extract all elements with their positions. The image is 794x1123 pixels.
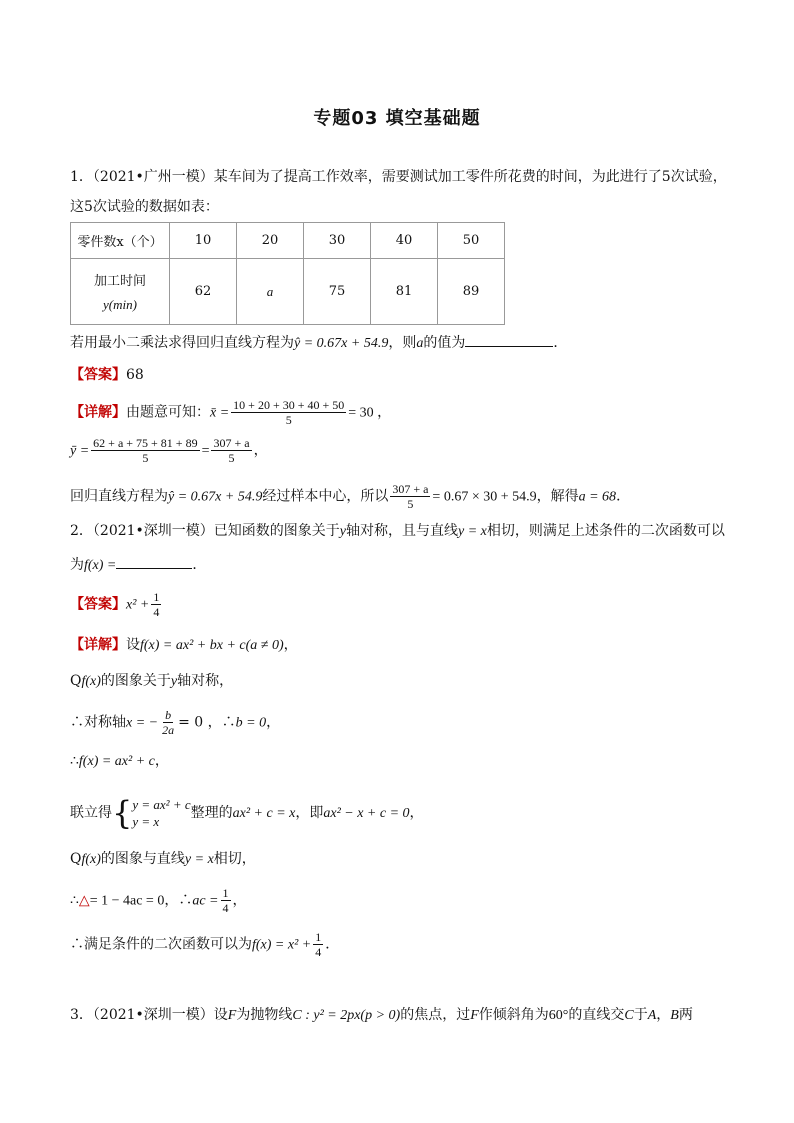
variable-a: a [416, 336, 424, 351]
text: ，即 [295, 805, 324, 821]
table-row [71, 223, 505, 259]
fraction [390, 482, 430, 511]
row-label-line1: 加工时间 [93, 274, 146, 289]
math: ȳ = [70, 443, 90, 459]
denominator: 4 [315, 945, 322, 959]
numerator: 1 [153, 590, 160, 604]
detail-tag: 【详解】 [70, 404, 126, 421]
answer-tag: 【答案】 [70, 367, 126, 383]
text: 2．（2021•深圳一模）已知函数的图象关于 [70, 523, 340, 539]
text: ，解得 [536, 488, 579, 505]
text: ， [253, 442, 268, 459]
answer-value: 68 [126, 367, 144, 383]
q1-line1: 1．（2021•广州一模）某车间为了提高工作效率，需要测试加工零件所花费的时间，为此进行了5次试验， [70, 169, 727, 185]
table-cell: 20 [237, 223, 304, 259]
math: 60° [548, 1008, 569, 1023]
q1-question-line [70, 332, 567, 353]
q3-line1 [70, 1006, 693, 1025]
q2-detail-line2 [70, 672, 233, 691]
system-eq-2: y = x [132, 814, 160, 829]
q1-detail-line2 [70, 436, 268, 465]
table-cell: 81 [371, 259, 438, 325]
math: = 0.67 × 30 + 54.9 [432, 489, 537, 505]
denominator: 4 [153, 605, 160, 619]
table-cell: 40 [371, 223, 438, 259]
answer-blank[interactable] [116, 554, 192, 569]
math: = 1 − 4ac = 0 [89, 893, 165, 909]
numerator: 1 [222, 886, 229, 900]
denominator: 5 [228, 451, 235, 465]
math: f(x) [81, 852, 101, 867]
text: ． [553, 335, 568, 351]
text: 轴对称， [177, 673, 234, 689]
math: f(x) = ax² + bx + c(a ≠ 0) [140, 638, 284, 653]
text: ， [154, 753, 169, 769]
text: 相切，则满足上述条件的二次函数可以 [486, 523, 725, 539]
q1-data-table [70, 222, 505, 325]
numerator: 307 + a [392, 482, 429, 496]
table-cell: 50 [438, 223, 505, 259]
q2-detail-line5 [70, 796, 424, 830]
denominator: 5 [285, 413, 292, 427]
math: f(x) = [84, 558, 117, 573]
math: C : y² = 2px(p > 0) [292, 1008, 401, 1023]
text: 由题意可知： [126, 404, 210, 421]
text: ， [232, 892, 247, 909]
text: 若用最小二乘法求得回归直线方程为 [70, 335, 294, 351]
regression-equation: ŷ = 0.67x + 54.9 [294, 336, 389, 351]
text: ． [192, 557, 207, 573]
q2-detail-line4 [70, 752, 169, 771]
math: x̄ = [210, 405, 230, 421]
q2-detail-line6 [70, 850, 256, 869]
q2-detail-line7 [70, 886, 247, 915]
fraction [91, 436, 199, 465]
text: 作倾斜角为 [478, 1007, 549, 1023]
q2-detail-line1 [70, 636, 298, 655]
denominator: 2a [162, 723, 175, 737]
math: ŷ = 0.67x + 54.9 [168, 489, 263, 505]
page-title: 专题03 填空基础题 [313, 108, 481, 129]
math: F [470, 1008, 479, 1023]
text: ． [616, 488, 631, 505]
left-brace: { [112, 794, 133, 832]
table-header-cell [71, 259, 170, 325]
system-eq-1: y = ax² + c [132, 797, 191, 812]
table-cell: 30 [304, 223, 371, 259]
text: 满足条件的二次函数可以为 [84, 936, 252, 953]
text: 联立得 [70, 805, 112, 821]
therefore-symbol: ∴ [70, 714, 84, 731]
math: B [670, 1008, 679, 1023]
fraction [221, 886, 231, 915]
math: ac = [192, 893, 219, 909]
fraction [151, 590, 161, 619]
answer-blank[interactable] [465, 332, 553, 347]
because-symbol: Q [70, 673, 82, 689]
text: 对称轴 [84, 714, 126, 731]
text: ，∴ [164, 892, 193, 909]
q1-answer-line [70, 366, 144, 384]
text: 的焦点，过 [400, 1007, 471, 1023]
q1-detail-line1 [70, 398, 391, 427]
fraction [160, 708, 176, 737]
numerator: 1 [315, 930, 322, 944]
math: = 30 ， [348, 405, 392, 421]
denominator: 5 [407, 497, 414, 511]
text: 经过样本中心，所以 [262, 488, 389, 505]
text: 为抛物线 [236, 1007, 293, 1023]
text: 的值为 [423, 335, 466, 351]
math: y = x [184, 852, 214, 867]
table-cell: 89 [438, 259, 505, 325]
q2-answer-line [70, 590, 163, 619]
table-row [71, 259, 505, 325]
table-cell: 62 [170, 259, 237, 325]
math: ax² − x + c = 0 [323, 806, 410, 821]
equation-system [132, 796, 190, 830]
math: x² + [126, 597, 150, 613]
q2-detail-line3 [70, 708, 280, 737]
numerator: 62 + a + 75 + 81 + 89 [93, 436, 198, 450]
text: ， [409, 805, 424, 821]
text: 的图象关于 [100, 673, 171, 689]
text: 整理的 [190, 805, 233, 821]
q1-detail-line3 [70, 482, 630, 511]
fraction [313, 930, 323, 959]
text: ． [325, 936, 340, 953]
numerator: 307 + a [213, 436, 250, 450]
text: 的直线交 [568, 1007, 625, 1023]
denominator: 5 [142, 451, 149, 465]
because-symbol: Q [70, 851, 82, 867]
math: A [647, 1008, 657, 1023]
table-cell: a [237, 259, 304, 325]
q2-line1 [70, 522, 725, 541]
text: = 0 ，∴ [178, 714, 236, 731]
fraction [231, 398, 346, 427]
math: C [624, 1008, 634, 1023]
therefore-symbol: ∴ [70, 753, 79, 769]
q1-line2: 这5次试验的数据如表： [70, 199, 219, 215]
therefore-symbol: ∴ [70, 892, 79, 909]
numerator: b [165, 708, 172, 722]
table-cell: 75 [304, 259, 371, 325]
therefore-symbol: ∴ [70, 936, 84, 953]
math: y [170, 674, 178, 689]
table-cell: 10 [170, 223, 237, 259]
math: y = x [458, 524, 487, 539]
q2-line2 [70, 554, 206, 575]
math: y [339, 524, 347, 539]
text: 设 [126, 637, 140, 653]
math: a = 68 [578, 489, 617, 505]
detail-tag: 【详解】 [70, 637, 126, 653]
text: ， [656, 1007, 671, 1023]
text: ， [266, 714, 281, 731]
text: 两 [678, 1007, 693, 1023]
text: ， [283, 637, 298, 653]
text: 于 [633, 1007, 648, 1023]
text: ，则 [388, 335, 417, 351]
numerator: 10 + 20 + 30 + 40 + 50 [233, 398, 345, 412]
text: 的图象与直线 [100, 851, 185, 867]
math: F [227, 1008, 237, 1023]
answer-tag: 【答案】 [70, 596, 126, 613]
math: ax² + c = x [232, 806, 296, 821]
text: 相切， [213, 851, 256, 867]
math: = [201, 443, 210, 459]
fraction [211, 436, 251, 465]
denominator: 4 [222, 901, 229, 915]
math: b = 0 [235, 715, 267, 731]
math: x = − [126, 715, 159, 731]
math: f(x) = ax² + c [78, 754, 155, 769]
text: 3．（2021•深圳一模）设 [70, 1007, 228, 1023]
table-header-cell: 零件数x（个） [71, 223, 170, 259]
math: f(x) = x² + [252, 937, 312, 953]
math: f(x) [81, 674, 101, 689]
text: 回归直线方程为 [70, 488, 168, 505]
text: 为 [70, 557, 84, 573]
delta-symbol: △ [78, 892, 90, 909]
text: 轴对称，且与直线 [346, 523, 459, 539]
q2-detail-line8 [70, 930, 339, 959]
row-label-line2: y(min) [103, 297, 137, 312]
